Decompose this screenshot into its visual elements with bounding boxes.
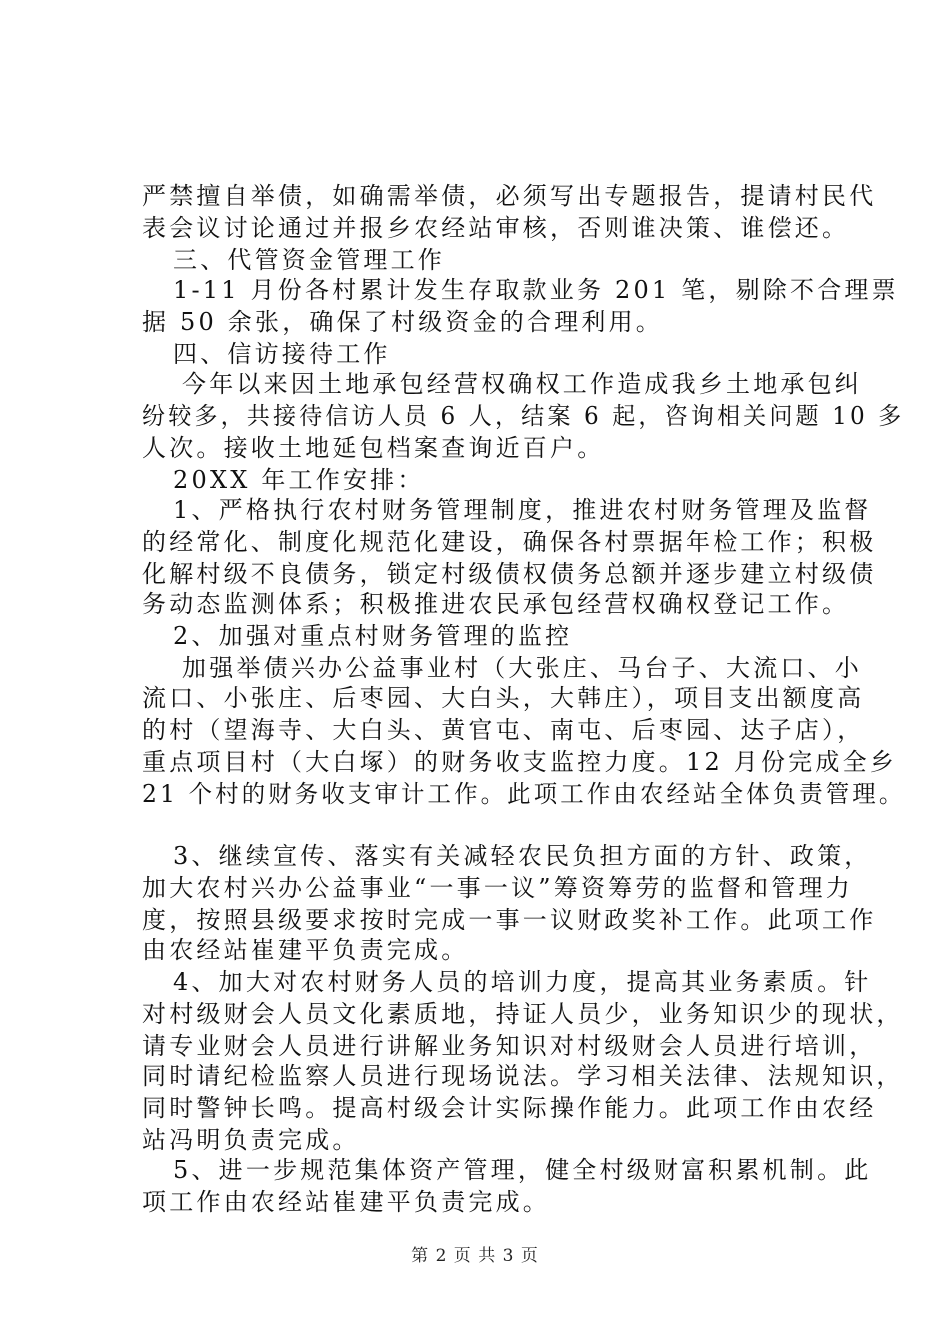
section-heading: 四、信访接待工作 <box>173 340 391 368</box>
text-line: 严禁擅自举债，如确需举债，必须写出专题报告，提请村民代 <box>142 182 877 210</box>
section-heading: 三、代管资金管理工作 <box>173 246 445 274</box>
text-line: 21 个村的财务收支审计工作。此项工作由农经站全体负责管理。 <box>142 780 906 808</box>
text-line: 由农经站崔建平负责完成。 <box>142 936 469 964</box>
text-line: 重点项目村（大白塚）的财务收支监控力度。12 月份完成全乡 <box>142 748 897 776</box>
text-line: 站冯明负责完成。 <box>142 1126 360 1154</box>
text-line: 项工作由农经站崔建平负责完成。 <box>142 1188 550 1216</box>
text-line: 度，按照县级要求按时完成一事一议财政奖补工作。此项工作 <box>142 906 877 934</box>
text-line: 流口、小张庄、后枣园、大白头，大韩庄），项目支出额度高 <box>142 684 865 712</box>
text-line: 化解村级不良债务，锁定村级债权债务总额并逐步建立村级债 <box>142 560 877 588</box>
text-line: 人次。接收土地延包档案查询近百户。 <box>142 434 605 462</box>
text-line: 纷较多，共接待信访人员 6 人，结案 6 起，咨询相关问题 10 多 <box>142 402 905 430</box>
section-heading: 2、加强对重点村财务管理的监控 <box>173 622 573 650</box>
page-number-footer: 第 2 页 共 3 页 <box>411 1246 539 1266</box>
text-line: 4、加大对农村财务人员的培训力度，提高其业务素质。针 <box>173 968 872 996</box>
section-heading: 20XX 年工作安排： <box>173 466 425 494</box>
text-line: 加强举债兴办公益事业村（大张庄、马台子、大流口、小 <box>182 654 862 682</box>
text-line: 据 50 余张，确保了村级资金的合理利用。 <box>142 308 663 336</box>
text-line: 1、严格执行农村财务管理制度，推进农村财务管理及监督 <box>173 496 872 524</box>
text-line: 1-11 月份各村累计发生存取款业务 201 笔，剔除不合理票 <box>173 276 899 304</box>
text-line: 表会议讨论通过并报乡农经站审核，否则谁决策、谁偿还。 <box>142 214 850 242</box>
text-line: 今年以来因土地承包经营权确权工作造成我乡土地承包纠 <box>182 370 862 398</box>
text-line: 的村（望海寺、大白头、黄官屯、南屯、后枣园、达子店）， <box>142 716 865 744</box>
text-line: 同时警钟长鸣。提高村级会计实际操作能力。此项工作由农经 <box>142 1094 877 1122</box>
text-line: 5、进一步规范集体资产管理，健全村级财富积累机制。此 <box>173 1156 872 1184</box>
text-line: 务动态监测体系；积极推进农民承包经营权确权登记工作。 <box>142 590 850 618</box>
text-line: 3、继续宣传、落实有关减轻农民负担方面的方针、政策， <box>173 842 872 870</box>
text-line: 对村级财会人员文化素质地，持证人员少，业务知识少的现状， <box>142 1000 904 1028</box>
text-line: 请专业财会人员进行讲解业务知识对村级财会人员进行培训， <box>142 1032 877 1060</box>
text-line: 同时请纪检监察人员进行现场说法。学习相关法律、法规知识， <box>142 1062 904 1090</box>
text-line: 的经常化、制度化规范化建设，确保各村票据年检工作；积极 <box>142 528 877 556</box>
text-line: 加大农村兴办公益事业“一事一议”筹资筹劳的监督和管理力 <box>142 874 853 902</box>
